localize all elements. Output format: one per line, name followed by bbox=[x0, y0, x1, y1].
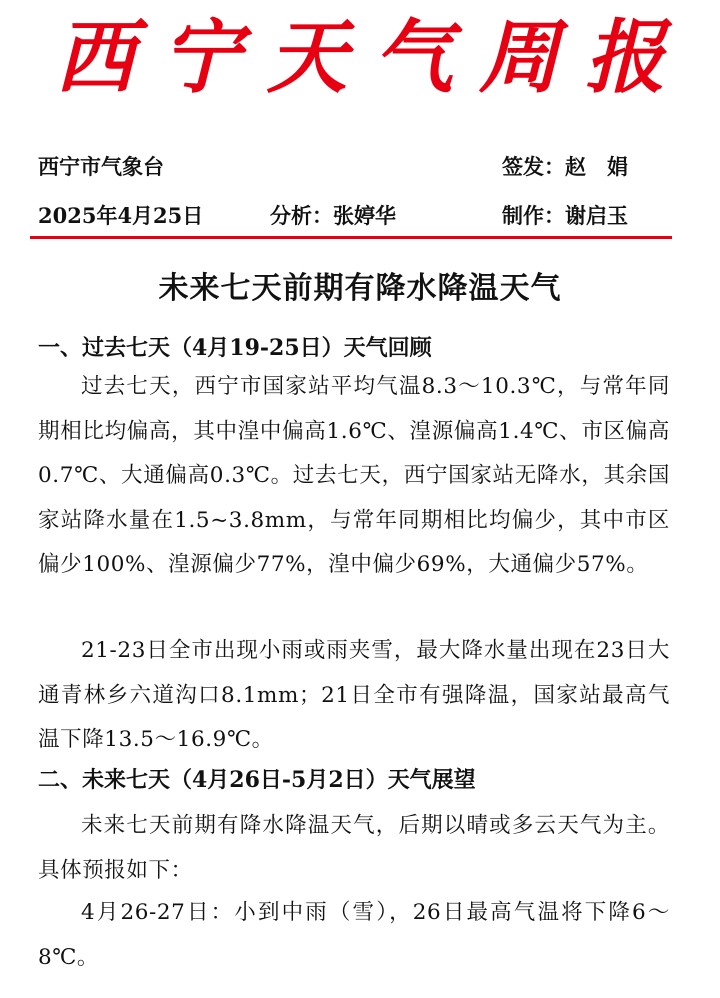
page-headline: 未来七天前期有降水降温天气 bbox=[158, 271, 562, 306]
outlook-paragraph-1: 未来七天前期有降水降温天气，后期以晴或多云天气为主。具体预报如下： bbox=[38, 813, 670, 883]
section-heading-review: 一、过去七天（4月19-25日）天气回顾 bbox=[38, 335, 432, 361]
review-paragraph-2: 21-23日全市出现小雨或雨夹雪，最大降水量出现在23日大通青林乡六道沟口8.1mm；21日全市有强降温，国家站最高气温下降13.5～16.9℃。 bbox=[38, 638, 670, 752]
issue-date: 2025年4月25日 bbox=[38, 203, 204, 228]
meta-row-top bbox=[38, 150, 672, 184]
section-heading-outlook: 二、未来七天（4月26日-5月2日）天气展望 bbox=[38, 767, 476, 793]
header-divider bbox=[30, 236, 672, 239]
analyst-label: 分析：张婷华 bbox=[270, 203, 396, 228]
review-paragraph-1: 过去七天，西宁市国家站平均气温8.3～10.3℃，与常年同期相比均偏高，其中湟中偏高1.6℃、湟源偏高1.4℃、市区偏高0.7℃、大通偏高0.3℃。过去七天，西宁国家站无降水，其余国家站降水量在1.5~3.8mm，与常年同期相比均偏少，其中市区偏少100%、湟源偏少77%，湟中偏少69%，大通偏少57%。 bbox=[38, 374, 670, 577]
meta-row-bottom bbox=[38, 199, 672, 233]
producer-label: 制作：谢启玉 bbox=[502, 203, 628, 228]
signer-label: 签发：赵 娟 bbox=[502, 154, 628, 179]
outlook-paragraph-2: 4月26-27日：小到中雨（雪），26日最高气温将下降6～8℃。 bbox=[38, 900, 670, 970]
issuer-label: 西宁市气象台 bbox=[38, 154, 164, 179]
masthead-title: 西宁天气周报 bbox=[55, 10, 691, 104]
